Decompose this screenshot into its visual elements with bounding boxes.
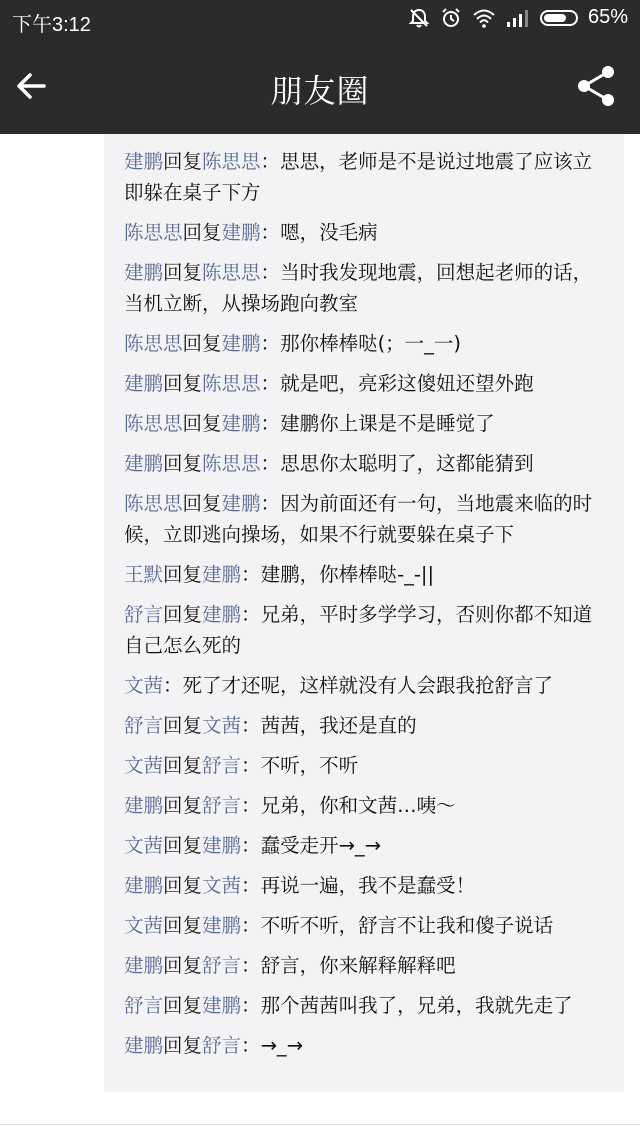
reply-target[interactable]: 文茜: [202, 874, 242, 897]
reply-label: 回复: [163, 714, 203, 737]
comment-text: 舒言，你来解释解释吧: [260, 954, 456, 977]
comment-text: 建鹏你上课是不是睡觉了: [280, 412, 495, 435]
reply-target[interactable]: 舒言: [202, 1034, 242, 1057]
comment-text: 因为前面还有一句，当地震来临的时候，立即逃向操场，如果不行就要躲在桌子下: [124, 492, 593, 546]
app-header: [0, 38, 640, 134]
status-icons: [408, 6, 628, 29]
comment-colon: ：: [241, 794, 261, 817]
reply-target[interactable]: 舒言: [202, 954, 242, 977]
comment-author[interactable]: 陈思思: [124, 492, 183, 515]
comment-author[interactable]: 文茜: [124, 834, 164, 857]
comment-text: 再说一遍，我不是蠢受！: [260, 874, 476, 897]
comment-colon: ：: [241, 914, 261, 937]
comment-colon: ：: [241, 714, 261, 737]
comment-colon: ：: [241, 874, 261, 897]
reply-target[interactable]: 陈思思: [202, 372, 261, 395]
comment-list: [104, 134, 624, 1092]
reply-target[interactable]: 建鹏: [202, 563, 242, 586]
comment-item[interactable]: [124, 950, 606, 981]
comment-text: 蠢受走开→_→: [260, 834, 381, 857]
comment-item[interactable]: [124, 910, 606, 941]
comment-author[interactable]: 文茜: [124, 914, 164, 937]
reply-target[interactable]: 舒言: [202, 794, 242, 817]
reply-label: 回复: [182, 492, 222, 515]
reply-label: 回复: [163, 603, 203, 626]
comment-author[interactable]: 建鹏: [124, 372, 164, 395]
reply-label: 回复: [163, 754, 203, 777]
reply-label: 回复: [163, 874, 203, 897]
wifi-icon: [472, 8, 496, 28]
comment-text: 兄弟，平时多学学习，否则你都不知道自己怎么死的: [124, 603, 593, 657]
comment-colon: ：: [260, 372, 281, 395]
mute-bell-icon: [408, 7, 430, 29]
comment-author[interactable]: 王默: [124, 563, 164, 586]
reply-target[interactable]: 建鹏: [221, 412, 261, 435]
reply-label: 回复: [163, 150, 203, 173]
reply-target[interactable]: 陈思思: [202, 452, 261, 475]
status-time: 下午3:12: [12, 14, 91, 36]
comment-item[interactable]: [124, 146, 606, 208]
divider: [0, 1124, 640, 1125]
comment-colon: ：: [260, 332, 281, 355]
comment-colon: ：: [260, 261, 281, 284]
comment-text: 建鹏，你棒棒哒-_-||: [260, 563, 435, 586]
share-icon[interactable]: [572, 62, 620, 110]
comment-text: 那个茜茜叫我了，兄弟，我就先走了: [260, 994, 573, 1017]
comment-item[interactable]: [124, 1030, 606, 1061]
comment-author[interactable]: 建鹏: [124, 150, 164, 173]
reply-label: 回复: [163, 1034, 203, 1057]
comment-text: 就是吧，亮彩这傻妞还望外跑: [280, 372, 534, 395]
comment-colon: ：: [260, 452, 281, 475]
comment-colon: ：: [241, 754, 261, 777]
comment-colon: ：: [260, 492, 281, 515]
reply-target[interactable]: 建鹏: [202, 603, 242, 626]
reply-label: 回复: [163, 914, 203, 937]
comment-item[interactable]: [124, 368, 606, 399]
comment-item[interactable]: [124, 559, 606, 590]
comment-item[interactable]: [124, 328, 606, 359]
reply-target[interactable]: 建鹏: [202, 834, 242, 857]
comment-author[interactable]: 舒言: [124, 994, 164, 1017]
signal-icon: [506, 8, 530, 28]
reply-label: 回复: [182, 412, 222, 435]
reply-label: 回复: [182, 221, 222, 244]
reply-target[interactable]: 建鹏: [221, 492, 261, 515]
reply-label: 回复: [163, 834, 203, 857]
comment-author[interactable]: 建鹏: [124, 1034, 164, 1057]
reply-target[interactable]: 陈思思: [202, 150, 261, 173]
comment-text: 死了才还呢，这样就没有人会跟我抢舒言了: [182, 674, 554, 697]
comment-item[interactable]: [124, 870, 606, 901]
comment-text: 思思你太聪明了，这都能猜到: [280, 452, 534, 475]
comment-colon: ：: [260, 150, 281, 173]
comment-author[interactable]: 陈思思: [124, 332, 183, 355]
reply-label: 回复: [163, 994, 203, 1017]
comment-text: 嗯，没毛病: [280, 221, 378, 244]
comment-text: →_→: [260, 1034, 303, 1057]
comment-text: 思思，老师是不是说过地震了应该立即躲在桌子下方: [124, 150, 593, 204]
comment-item[interactable]: [124, 448, 606, 479]
comment-author[interactable]: 舒言: [124, 603, 164, 626]
comment-author[interactable]: 建鹏: [124, 874, 164, 897]
comment-text: 不听，不听: [260, 754, 359, 777]
comment-text: 那你棒棒哒(；一_一): [280, 332, 462, 355]
comment-item[interactable]: [124, 790, 606, 821]
reply-target[interactable]: 建鹏: [202, 914, 242, 937]
reply-target[interactable]: 建鹏: [221, 332, 261, 355]
comment-colon: ：: [241, 834, 261, 857]
status-bar: [0, 0, 640, 38]
comment-text: 兄弟，你和文茜…咦～: [260, 794, 456, 817]
comment-text: 茜茜，我还是直的: [260, 714, 417, 737]
reply-target[interactable]: 建鹏: [221, 221, 261, 244]
comment-author[interactable]: 陈思思: [124, 412, 183, 435]
reply-label: 回复: [163, 954, 203, 977]
comment-item[interactable]: [124, 599, 606, 661]
comment-text: 不听不听，舒言不让我和傻子说话: [260, 914, 554, 937]
comment-item[interactable]: [124, 488, 606, 550]
alarm-icon: [440, 7, 462, 29]
comment-item[interactable]: [124, 750, 606, 781]
comment-item[interactable]: [124, 217, 606, 248]
comment-colon: ：: [163, 674, 183, 697]
comment-author[interactable]: 建鹏: [124, 794, 164, 817]
comment-colon: ：: [241, 994, 261, 1017]
comment-item[interactable]: [124, 710, 606, 741]
reply-label: 回复: [163, 372, 203, 395]
comment-author[interactable]: 文茜: [124, 754, 164, 777]
comment-colon: ：: [260, 412, 281, 435]
comment-item[interactable]: [124, 830, 606, 861]
comment-item[interactable]: [124, 257, 606, 319]
comment-text: 当时我发现地震，回想起老师的话，当机立断，从操场跑向教室: [124, 261, 593, 315]
comment-author[interactable]: 建鹏: [124, 954, 164, 977]
comment-colon: ：: [241, 1034, 261, 1057]
reply-label: 回复: [163, 452, 203, 475]
comment-colon: ：: [241, 563, 261, 586]
comment-colon: ：: [241, 954, 261, 977]
reply-label: 回复: [163, 261, 203, 284]
comment-item[interactable]: [124, 990, 606, 1021]
battery-icon: [540, 10, 578, 26]
comment-author[interactable]: 文茜: [124, 674, 164, 697]
page-title: 朋友圈: [270, 72, 370, 110]
comment-author[interactable]: 建鹏: [124, 452, 164, 475]
comment-author[interactable]: 舒言: [124, 714, 164, 737]
comment-item[interactable]: [124, 408, 606, 439]
reply-target[interactable]: 文茜: [202, 714, 242, 737]
comment-colon: ：: [260, 221, 281, 244]
reply-label: 回复: [182, 332, 222, 355]
reply-label: 回复: [163, 794, 203, 817]
comment-colon: ：: [241, 603, 261, 626]
comment-author[interactable]: 建鹏: [124, 261, 164, 284]
reply-target[interactable]: 建鹏: [202, 994, 242, 1017]
battery-percent: 65%: [587, 6, 628, 28]
comment-author[interactable]: 陈思思: [124, 221, 183, 244]
comment-item[interactable]: [124, 670, 606, 701]
reply-label: 回复: [163, 563, 203, 586]
reply-target[interactable]: 舒言: [202, 754, 242, 777]
reply-target[interactable]: 陈思思: [202, 261, 261, 284]
